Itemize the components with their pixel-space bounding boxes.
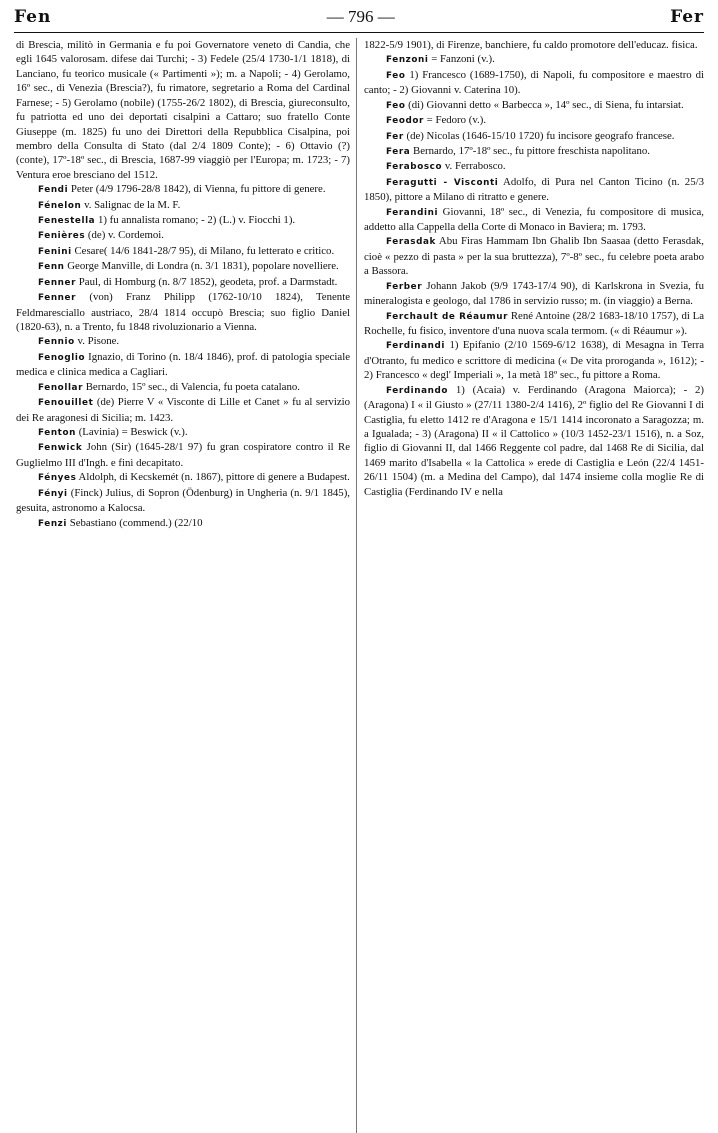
dictionary-entry [364,144,704,159]
dictionary-entry [364,159,704,174]
entry-body: = Fanzoni (v.). [431,53,495,66]
entry-headword: Fenner [38,293,77,304]
left-column [16,38,357,1133]
entry-headword: Fenières [38,231,86,242]
entry-body: 1) fu annalista romano; - 2) (L.) v. Fiocchi 1). [97,214,296,227]
entry-headword: Fenzoni [386,55,429,66]
entry-headword: Fenton [38,427,76,438]
entry-headword: Fera [386,146,411,157]
entry-body: v. Ferrabosco. [444,160,506,173]
text-columns [16,38,704,1133]
entry-headword: Fenestella [38,216,96,227]
dictionary-entry [16,244,350,259]
entry-body: Abu Firas Hammam Ibn Ghalib Ibn Saasaa (detto Ferasdak, cioè « pezzo di pasta » per la sua bruttezza), 7º-8º sec., fu celebre poeta arabo a Bassora. [364,235,705,278]
entry-body: (von) Franz Philipp (1762-10/10 1824), Tenente Feldmaresciallo austriaco, 28/4 1814 occupò Brescia; suo figlio Daniel (1820-63), n. a Trento, fu 1848 rivoluzionario a Vienna. [16,291,350,334]
page-header [14,2,704,33]
entry-headword: Ferber [386,281,423,292]
entry-body: Paul, di Homburg (n. 8/7 1852), geodeta, prof. a Darmstadt. [78,275,338,288]
entry-headword: Ferdinando [386,385,449,396]
dictionary-entry [16,380,350,395]
entry-body: (de) Nicolas (1646-15/10 1720) fu incisore geografo francese. [406,129,675,142]
entry-headword: Fer [386,131,404,142]
entry-body: Bernardo, 15º sec., di Valencia, fu poeta catalano. [85,380,300,393]
entry-body: (di) Giovanni detto « Barbecca », 14º sec., di Siena, fu intarsiat. [408,98,684,111]
entry-body: Bernardo, 17º-18º sec., fu pittore freschista napolitano. [413,144,650,157]
entry-body: Giovanni, 18º sec., di Venezia, fu compositore di musica, addetto alla Cappella della Corte di Monaco in Baviera; m. 1793. [364,205,705,234]
dictionary-entry [16,350,350,380]
dictionary-entry [364,113,704,128]
dictionary-entry [16,228,350,243]
entry-body: (Finck) Julius, di Sopron (Ödenburg) in Ungheria (n. 9/1 1845), gesuita, astronomo a Kalocsa. [16,486,350,515]
header-right-guideword: Fer [670,7,704,27]
entry-body: v. Salignac de la M. F. [84,198,181,211]
entry-body: (de) Pierre V « Visconte di Lille et Canet » fu al servizio dei Re aragonesi di Sicilia; m. 1423. [16,396,351,424]
entry-body: (Lavinia) = Beswick (v.). [78,425,188,438]
entry-body: 1) Epifanio (2/10 1569-6/12 1638), di Mesagna in Terra d'Otranto, fu medico e scrittore di medicina (« De vita proroganda », 1612); - 2) Francesco « degl' Imperiali », 1a metà 18º sec., fu pittore a Roma. [364,339,704,382]
entry-headword: Fenouillet [38,398,94,409]
entry-headword: Ferdinandi [386,341,446,352]
entry-headword: Fenwick [38,443,83,454]
dictionary-entry [16,259,350,274]
dictionary-entry [364,234,704,278]
entry-body: René Antoine (28/2 1683-18/10 1757), di La Rochelle, fu fisico, inventore d'una nuova scala termom. (« di Réaumur »). [364,309,704,338]
dictionary-entry [16,470,350,485]
entry-headword: Fenini [38,246,72,257]
dictionary-entry [16,334,350,349]
entry-body: v. Pisone. [77,335,120,348]
entry-headword: Fenn [38,262,65,273]
entry-body: Adolfo, di Pura nel Canton Ticino (n. 25/3 1850), pittore a Milano di ritratto e genere. [364,175,704,204]
entry-headword: Feodor [386,116,424,127]
dictionary-entry [16,290,350,334]
dictionary-entry [16,516,350,531]
entry-headword: Fényi [38,488,68,499]
entry-body: Cesare( 14/6 1841-28/7 95), di Milano, fu letterato e critico. [74,244,335,257]
entry-body: Ignazio, di Torino (n. 18/4 1846), prof. di patologia speciale medica e clinica medica a Cagliari. [16,350,351,379]
entry-body: 1) Francesco (1689-1750), di Napoli, fu compositore e maestro di canto; - 2) Giovanni v. Caterina 10). [364,68,704,97]
dictionary-entry [16,182,350,197]
dictionary-entry [16,425,350,440]
entry-headword: Fendi [38,185,69,196]
entry-headword: Feo [386,100,406,111]
entry-body: 1) (Acaia) v. Ferdinando (Aragona Maiorca); - 2) (Aragona) I « il Giusto » (27/11 1380-2/4 1416), 2º figlio del Re Giovanni I di Castiglia, fu eletto 1412 re d'Aragona e 15/1 1414 incoronato a Saragozza; m. a Igualada; - 3) (Aragona) II « il Cattolico » (10/3 1452-23/1 1516), n. a Soz, figlio di Giovanni II, dal 1466 Reggente col padre, dal 1468 Re di Sicilia, dal 1469 marito d'Isabella « la Cattolica » erede di Castiglia e León (22/4 1451-26/11 1504) (m. a Medina del Campo), dal 1474 insieme colla moglie Re di Castiglia (Ferdinando IV e nella [364,383,705,498]
dictionary-entry [364,129,704,144]
entry-body: Johann Jakob (9/9 1743-17/4 90), di Karlskrona in Svezia, fu mineralogista e geologo, dal 1786 in servizio russo; m. (in viaggio) a Berna. [364,279,704,308]
entry-body: John (Sir) (1645-28/1 97) fu gran cospiratore contro il Re Guglielmo III d'Ingh. e finì decapitato. [16,441,350,469]
entry-body: George Manville, di Londra (n. 3/1 1831), popolare novelliere. [67,260,339,273]
entry-body: (de) v. Cordemoi. [87,229,164,242]
dictionary-entry [16,213,350,228]
dictionary-entry [364,38,704,52]
entry-body: Aldolph, di Kecskemét (n. 1867), pittore di genere a Budapest. [78,471,350,484]
dictionary-entry [364,98,704,113]
entry-headword: Fenner [38,277,77,288]
entry-headword: Feo [386,70,406,81]
entry-headword: Ferandini [386,207,439,218]
dictionary-entry [364,52,704,67]
entry-body: di Brescia, militò in Germania e fu poi Governatore veneto di Candia, che egli 1645 valorosam. difese dai Turchi; - 3) Fedele (25/4 1730-1/1 1818), di Lanciano, fu teorico musicale (« Partimenti »); m. a Napoli; - 4) Gerolamo, 16º sec., di Venezia (Brescia?), fu rimatore, segretario a Roma del Cardinal Farnese; - 5) Gerolamo (nobile) (1755-26/2 1802), di Brescia, giureconsulto, fu patriotta ed uno dei deportati cisalpini a Cattaro; suo fratello Conte Giuseppe (m. 1825) fu uno dei Direttori della Repubblica Cisalpina, poi membro della Consulta di Stato (dal 2/4 1809 Conte); - 6) Ottavio (?) (conte), 17º-18º sec., di Brescia, 1687-99 viaggiò per l'Europa; m. 1723; - 7) Ventura eroe bresciano del 1512. [16,39,350,181]
entry-headword: Feragutti - Visconti [386,177,499,188]
dictionary-entry [364,205,704,235]
dictionary-entry [16,486,350,516]
dictionary-entry [16,395,350,425]
entry-headword: Fenzi [38,518,68,529]
right-column [358,38,704,1133]
entry-headword: Ferasdak [386,237,437,248]
entry-headword: Fényes [38,473,77,484]
entry-body: = Fedoro (v.). [426,114,487,127]
entry-headword: Ferabosco [386,162,443,173]
entry-headword: Fenoglio [38,352,86,363]
entry-body: Peter (4/9 1796-28/8 1842), di Vienna, fu pittore di genere. [70,183,326,196]
dictionary-entry [16,38,350,182]
entry-headword: Fenollar [38,382,84,393]
entry-headword: Ferchault de Réaumur [386,311,509,322]
page-number: — 796 — [326,7,395,26]
dictionary-entry [16,198,350,213]
entry-headword: Fénelon [38,200,82,211]
dictionary-entry [364,279,704,309]
dictionary-entry [16,440,350,470]
entry-body: 1822-5/9 1901), di Firenze, banchiere, fu caldo promotore dell'educaz. fisica. [364,39,698,51]
dictionary-entry [364,175,704,205]
dictionary-entry [364,338,704,382]
dictionary-entry [16,275,350,290]
entry-headword: Fennio [38,337,75,348]
dictionary-entry [364,68,704,98]
header-left-guideword: Fen [14,7,52,27]
dictionary-entry [364,309,704,339]
entry-body: Sebastiano (commend.) (22/10 [69,516,203,529]
dictionary-entry [364,383,704,499]
